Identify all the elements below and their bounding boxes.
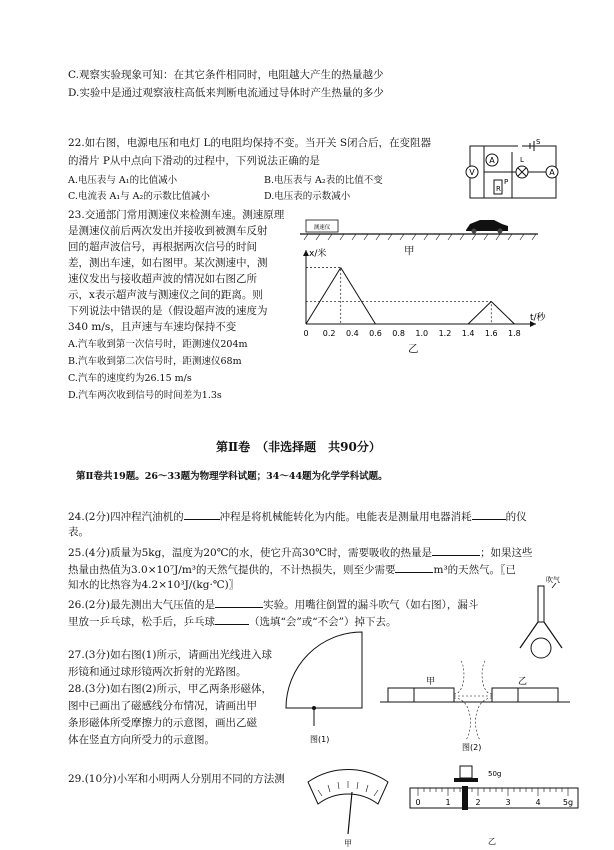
x-axis-label: t/秒	[530, 313, 546, 323]
weight-icon	[460, 766, 472, 778]
signal-segment	[491, 301, 514, 324]
magnet-yi	[492, 688, 558, 702]
figure-jia-label: 甲	[404, 245, 415, 257]
q28-line-4: 体在竖直方向所受力的示意图。	[68, 734, 215, 746]
figure-yi-label: 乙	[408, 343, 419, 355]
q23-option-a: A.汽车收到第一次信号时，距测速仪204m	[68, 339, 248, 350]
q27-line-2: 形镜和通过球形镜两次折射的光路图。	[68, 666, 247, 678]
q22-option-b: B.电压表与 A₂表的比值不变	[264, 175, 383, 186]
speed-detector-label: 测速仪	[313, 225, 331, 231]
x-tick-label: 1.4	[461, 329, 475, 338]
q27-line-1: 27.(3分)如右图(1)所示，请画出光线进入球	[68, 649, 272, 661]
q23-stem-4: 差，测出车速，如右图甲。某次测速中，测	[68, 257, 268, 269]
q22-option-a: A.电压表与 A₁的比值减小	[68, 175, 178, 186]
magnet-jia-label: 甲	[426, 677, 436, 687]
balance-ruler-figure	[404, 762, 584, 848]
peak-guide-line	[306, 301, 491, 324]
q29-line-1: 29.(10分)小军和小明两人分别用不同的方法测	[68, 773, 285, 785]
voltmeter-label: V	[469, 168, 475, 177]
x-tick-label: 1.8	[508, 329, 521, 338]
q25-line-1: 25.(4分)质量为5kg，温度为20℃的水，使它升高30℃时，需要吸收的热量是 ；如果这些	[68, 544, 533, 560]
q21-option-d: D.实验中是通过观察液柱高低来判断电流通过导体时产生热量的多少	[68, 87, 384, 99]
ruler-tick-label: 4	[535, 798, 541, 807]
q24-line-2: 表。	[68, 526, 89, 538]
figure-2-label: 图(2)	[462, 743, 482, 752]
figure-2-magnets	[380, 660, 570, 752]
x-tick-label: 1.6	[484, 329, 498, 338]
x-tick-label: 0.6	[369, 329, 382, 338]
q22-option-c: C.电流表 A₁与 A₂的示数比值减小	[68, 191, 210, 202]
q26-line-1: 26.(2分)最先测出大气压值的是 实验。用嘴往倒置的漏斗吹气（如右图），漏斗	[68, 596, 478, 612]
switch-label: S	[536, 138, 541, 146]
balance-yi-label: 乙	[488, 837, 496, 846]
x-tick-label: 0.4	[345, 329, 359, 338]
q25-line-3: 知水的比热容为4.2×10³J/(kg·℃)〗	[68, 579, 240, 591]
ruler-tick-label: 2	[475, 798, 481, 807]
x-tick-label: 1.0	[415, 329, 429, 338]
quarter-sphere-glass	[286, 632, 362, 708]
q23-stem-5: 速仪发出与接收超声波的情况如右图乙所	[68, 273, 257, 285]
funnel-tube	[538, 586, 544, 622]
funnel-figure	[512, 574, 572, 660]
q28-line-1: 28.(3分)如右图(2)所示，甲乙两条形磁体，	[68, 683, 272, 695]
lamp-label: L	[520, 156, 524, 164]
x-tick-label: 0.2	[322, 329, 336, 338]
q23-stem-7: 下列说法中错误的是（假设超声波的速度为	[68, 305, 268, 317]
q23-option-d: D.汽车两次收到信号的时间差为1.3s	[68, 390, 222, 401]
y-axis-label: x/米	[309, 249, 327, 259]
distance-time-chart	[296, 244, 544, 340]
q23-stem-3: 回的超声波信号，再根据两次信号的时间	[68, 241, 257, 253]
car-speed-figure	[300, 212, 540, 242]
slider-label: P	[504, 178, 509, 186]
x-tick-label: 1.2	[438, 329, 452, 338]
circuit-diagram	[462, 138, 562, 204]
ruler-tick-label: 5g	[562, 798, 574, 807]
q22-stem-1: 22.如右图，电源电压和电灯 L的电阻均保持不变。当开关 S闭合后，在变阻器	[68, 137, 432, 149]
signal-segment	[341, 268, 376, 324]
q23-stem-2: 是测速仪前后两次发出并接收到被测车反射	[68, 225, 268, 237]
ruler-slider	[462, 786, 468, 810]
magnetic-field-lines	[454, 660, 492, 740]
ammeter-a2-label: A	[549, 168, 555, 177]
weight-label: 50g	[488, 770, 502, 778]
q25-line-2: 热量由热值为3.0×10⁷J/m³的天然气提供的，不计热损失，则至少需要 m³的天然气。〖已	[68, 561, 516, 577]
ping-pong-ball	[531, 638, 551, 658]
q24-line-1: 24.(2分)四冲程汽油机的 冲程是将机械能转化为内能。电能表是测量用电器消耗 的仪	[68, 508, 527, 524]
q23-option-c: C.汽车的速度约为26.15 m/s	[68, 373, 192, 384]
ruler-beam	[410, 788, 578, 808]
blow-label: 吹气	[546, 576, 560, 584]
q28-line-2: 图中已画出了磁感线分布情况，请画出甲	[68, 700, 257, 712]
q22-option-d: D.电压表的示数减小	[264, 191, 351, 202]
section-2-note: 第Ⅱ卷共19题。26～33题为物理学科试题；34～44题为化学学科试题。	[76, 471, 388, 482]
x-tick-label: 0	[303, 329, 309, 338]
q23-option-b: B.汽车收到第二次信号时，距测速仪68m	[68, 356, 242, 367]
magnet-yi-label: 乙	[518, 677, 528, 687]
resistor-label: R	[496, 185, 501, 193]
x-tick-label: 0.8	[392, 329, 405, 338]
q23-stem-1: 23.交通部门常用测速仪来检测车速。测速原理	[68, 209, 285, 221]
figure-1-sphere	[280, 626, 370, 746]
ruler-tick-label: 0	[415, 798, 421, 807]
ruler-tick-label: 1	[445, 798, 451, 807]
signal-segment	[468, 301, 491, 324]
q23-stem-8: 340 m/s，且声速与车速均保持不变	[68, 321, 237, 333]
q22-stem-2: 的滑片 P从中点向下滑动的过程中，下列说法正确的是	[68, 155, 320, 167]
q23-stem-6: 示，x表示超声波与测速仪之间的距离。则	[68, 289, 263, 301]
ruler-tick-label: 3	[505, 798, 511, 807]
dial-pointer	[348, 792, 352, 834]
balance-dial-figure	[304, 768, 394, 848]
figure-1-label: 图(1)	[310, 735, 330, 744]
signal-segment	[306, 268, 341, 324]
q28-line-3: 条形磁体所受摩擦力的示意图，画出乙磁	[68, 717, 257, 729]
balance-jia-label: 甲	[344, 839, 352, 848]
q26-line-2: 里放一乒乓球，松手后，乒乓球 （选填“会”或“不会”）掉下去。	[68, 613, 396, 629]
ammeter-a1-label: A	[489, 156, 495, 165]
section-2-title: 第Ⅱ卷 （非选择题 共90分）	[216, 440, 381, 454]
q21-option-c: C.观察实验现象可知：在其它条件相同时，电阻越大产生的热量越少	[68, 69, 384, 81]
magnet-jia	[388, 688, 454, 702]
